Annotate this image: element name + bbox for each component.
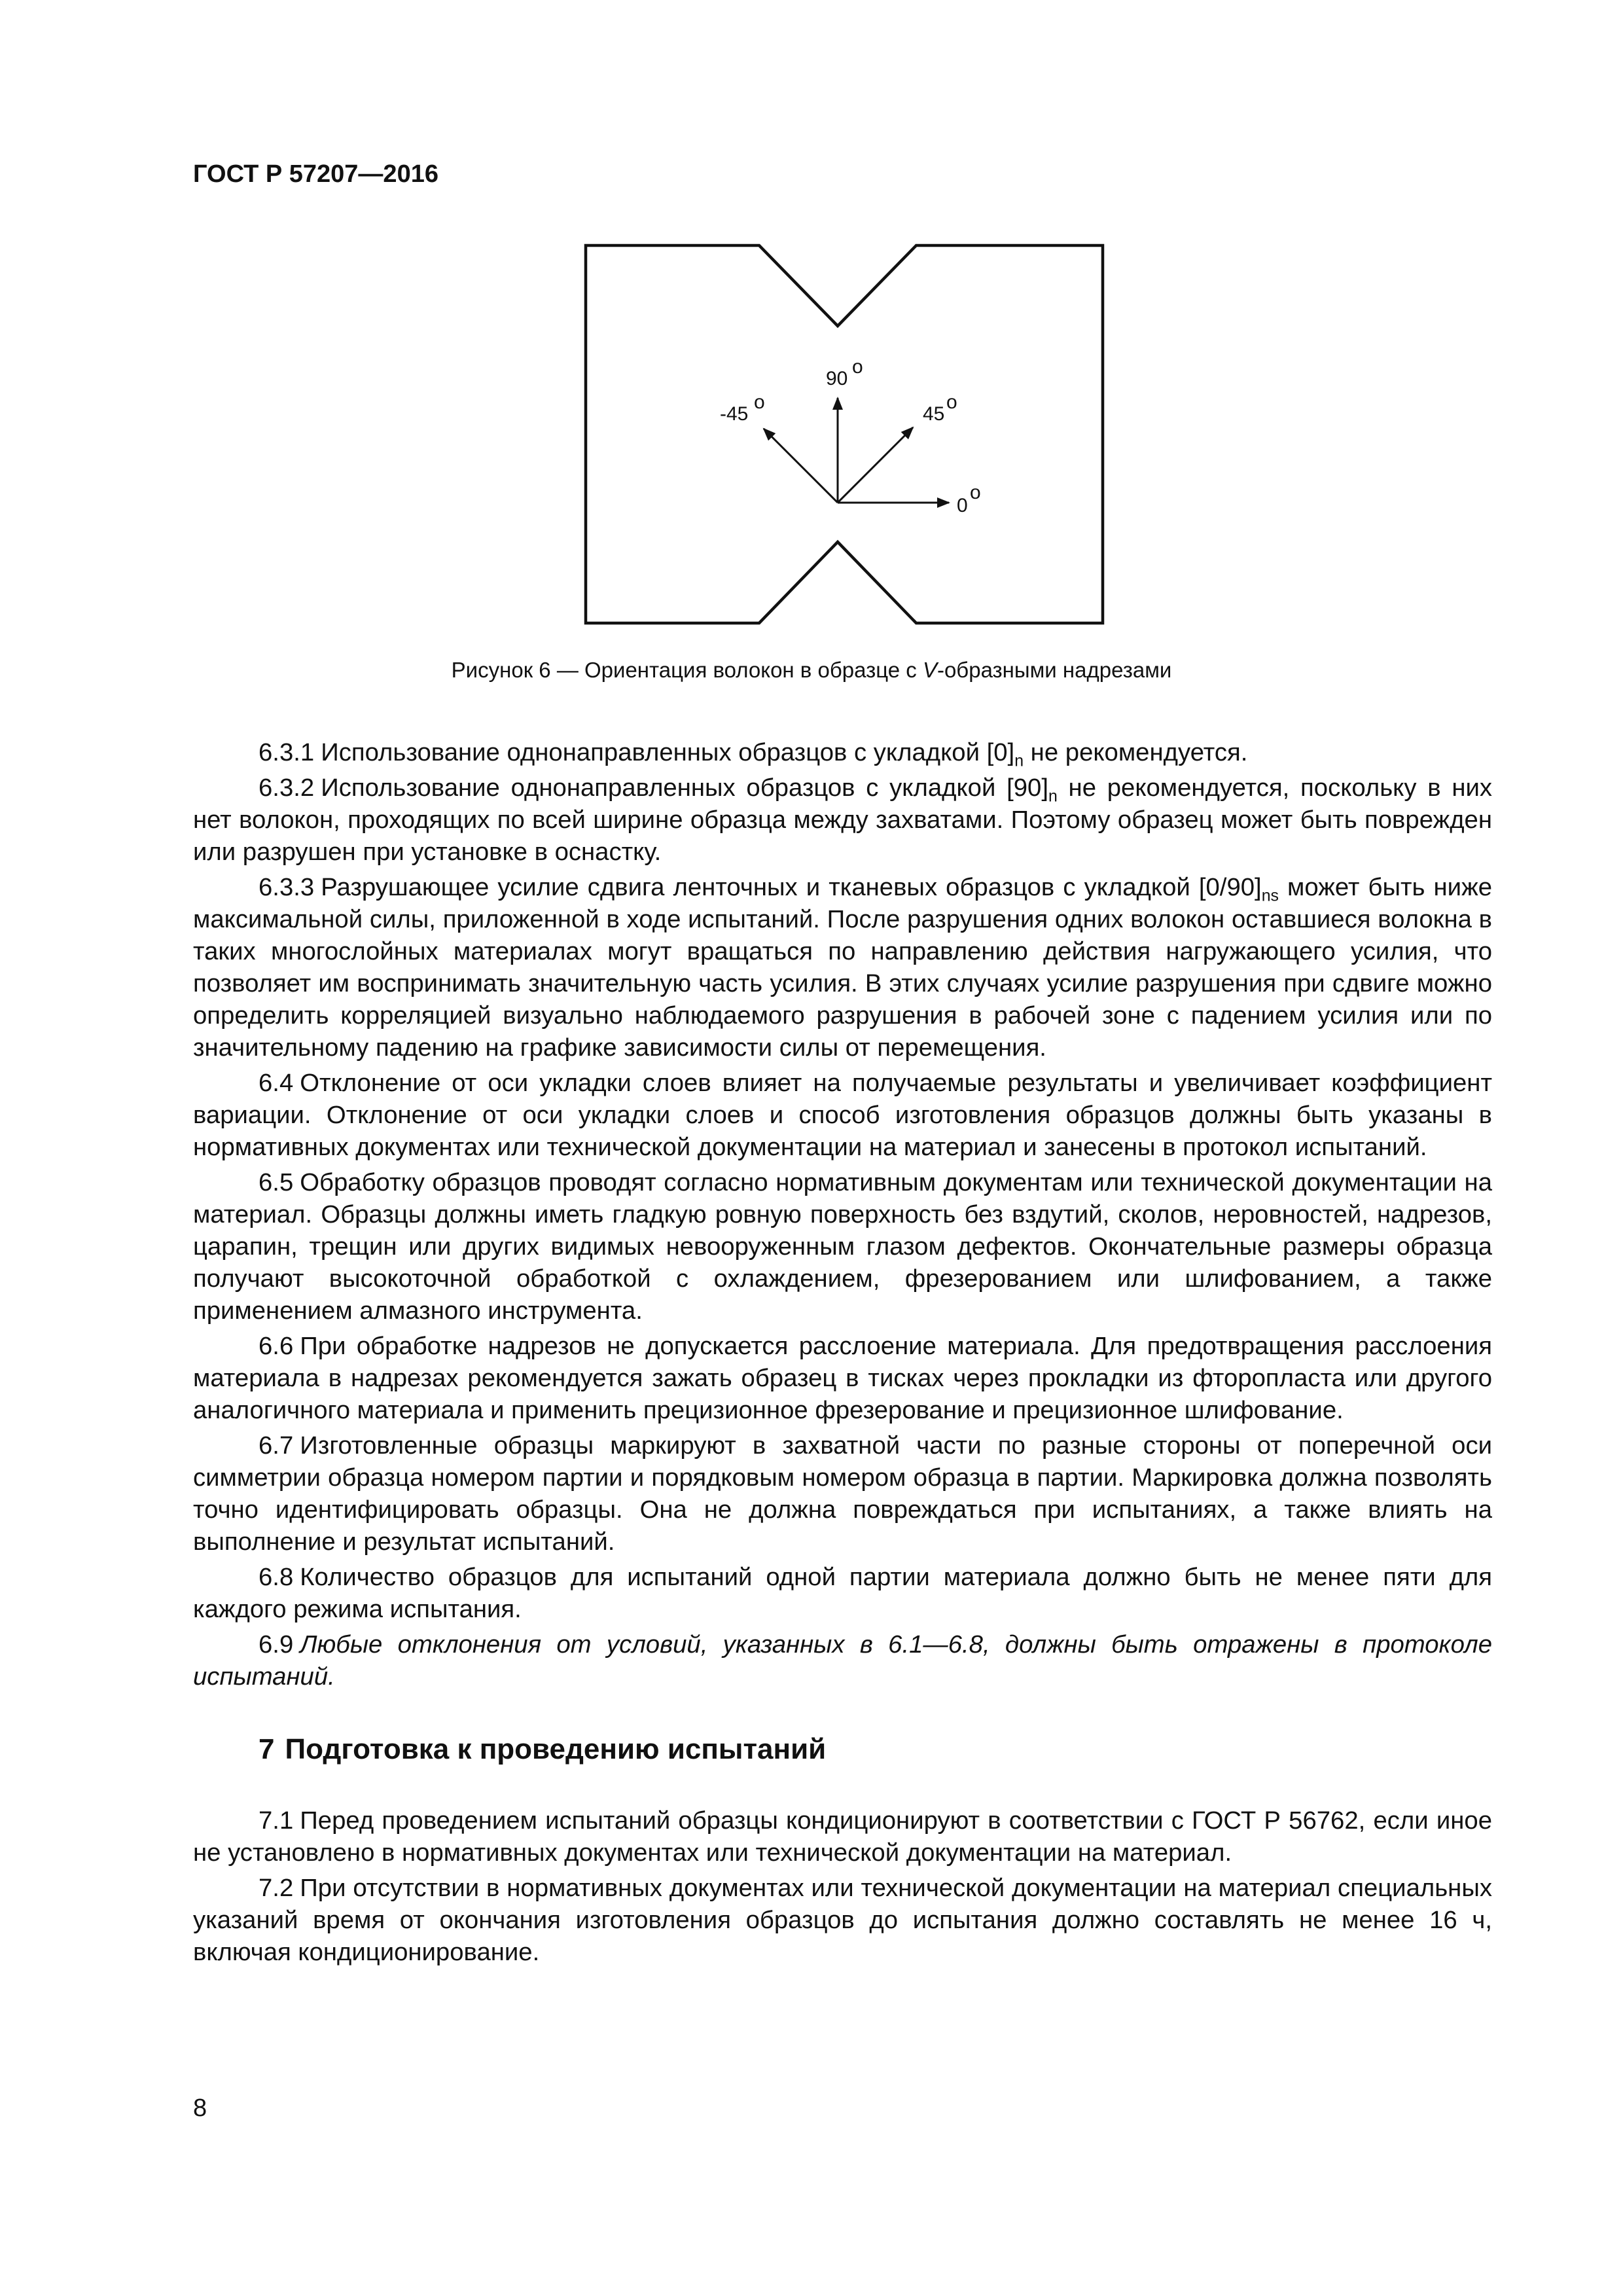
caption-suffix: -образными надрезами xyxy=(936,658,1172,682)
caption-prefix: Рисунок 6 — Ориентация волокон в образце с xyxy=(451,658,923,682)
paragraph-text: При обработке надрезов не допускается расслоение материала. Для предотвращения расслоения материала в надрезах рекомендуется зажать образец в тисках через прокладки из фторопласта или другого аналогичного материала и применить прецизионное фрезерование и прецизионное шлифование. xyxy=(193,1332,1492,1424)
paragraph-6-8 xyxy=(193,1561,1492,1625)
paragraph-number: 6.4 xyxy=(259,1069,294,1097)
arrow-minus45deg xyxy=(764,429,838,503)
label-45: 45 xyxy=(923,403,945,425)
paragraph-number: 6.8 xyxy=(259,1563,294,1591)
paragraph-number: 7.2 xyxy=(259,1874,294,1902)
paragraph-6-5 xyxy=(193,1166,1492,1327)
degree-mark-90: o xyxy=(852,356,863,378)
paragraph-6-4 xyxy=(193,1067,1492,1163)
paragraph-text: При отсутствии в нормативных документах или технической документации на материал специальных указаний время от окончания изготовления образцов до испытания должно составлять не менее 16 ч, включая кондиционирование. xyxy=(193,1874,1492,1966)
paragraph-number: 6.9 xyxy=(259,1630,294,1659)
paragraph-text: Использование однонаправленных образцов с укладкой [0] xyxy=(321,738,1015,766)
paragraph-6-3-1 xyxy=(193,736,1492,768)
document-header: ГОСТ Р 57207—2016 xyxy=(193,160,438,188)
paragraph-number: 6.5 xyxy=(259,1168,294,1196)
paragraph-number: 6.3.1 xyxy=(259,738,315,766)
paragraph-text: не рекомендуется, поскольку в них нет волокон, проходящих по всей ширине образца между захватами. Поэтому образец может быть поврежден или разрушен при установке в оснастку. xyxy=(193,774,1493,866)
paragraph-text: Изготовленные образцы маркируют в захватной части по разные стороны от поперечной оси симметрии образца номером партии и порядковым номером образца в партии. Маркировка должна позволять точно идентифицировать образцы. Она не должна повреждаться при испытаниях, а также влиять на выполнение и результат испытаний. xyxy=(193,1431,1492,1556)
degree-mark-45: o xyxy=(946,391,957,413)
paragraph-6-6 xyxy=(193,1330,1492,1426)
paragraph-7-1 xyxy=(193,1804,1492,1869)
paragraph-6-7 xyxy=(193,1429,1492,1558)
page-number: 8 xyxy=(193,2094,207,2122)
paragraph-text: может быть ниже максимальной силы, приложенной в ходе испытаний. После разрушения одних волокон оставшиеся волокна в таких многослойных материалах могут вращаться по направлению действия нагружающего усилия, что позволяет им воспринимать значительную часть усилия. В этих случаях усилие разрушения при сдвиге можно определить корреляцией визуально наблюдаемого разрушения в рабочей зоне с падением усилия или по значительному падению на графике зависимости силы от перемещения. xyxy=(193,873,1492,1062)
paragraph-text: Отклонение от оси укладки слоев влияет на получаемые результаты и увеличивает коэффициент вариации. Отклонение от оси укладки слоев и способ изготовления образцов должны быть указаны в нормативных документах или технической документации на материал и занесены в протокол испытаний. xyxy=(193,1069,1492,1161)
specimen-svg xyxy=(582,242,1106,628)
label-0: 0 xyxy=(957,495,968,516)
figure-caption xyxy=(0,658,1623,683)
section-heading-7 xyxy=(193,1733,1492,1765)
paragraph-text: Количество образцов для испытаний одной партии материала должно быть не менее пяти для каждого режима испытания. xyxy=(193,1563,1492,1623)
caption-italic: V xyxy=(922,658,937,682)
figure-specimen-diagram xyxy=(582,242,1106,628)
label-minus45: -45 xyxy=(720,403,749,425)
paragraph-7-2 xyxy=(193,1872,1492,1968)
paragraph-text: не рекомендуется. xyxy=(1024,738,1248,766)
subscript: n xyxy=(1048,787,1058,806)
subscript: n xyxy=(1014,751,1024,770)
paragraph-6-9 xyxy=(193,1628,1492,1693)
paragraph-6-3-2 xyxy=(193,772,1492,868)
paragraph-text: Разрушающее усилие сдвига ленточных и тканевых образцов с укладкой [0/90] xyxy=(321,873,1262,901)
degree-mark-0: o xyxy=(970,482,981,503)
paragraph-text: Перед проведением испытаний образцы кондиционируют в соответствии с ГОСТ Р 56762, если иное не установлено в нормативных документах или технической документации на материал. xyxy=(193,1806,1492,1867)
paragraph-number: 6.3.3 xyxy=(259,873,315,901)
degree-mark-minus45: o xyxy=(754,391,765,413)
specimen-outline xyxy=(586,245,1103,623)
paragraph-6-3-3 xyxy=(193,871,1492,1064)
label-90: 90 xyxy=(826,368,848,389)
paragraph-text: Любые отклонения от условий, указанных в 6.1—6.8, должны быть отражены в протоколе испытаний. xyxy=(193,1630,1492,1691)
body-text xyxy=(193,736,1492,1971)
section-number: 7 xyxy=(259,1733,275,1765)
paragraph-text: Обработку образцов проводят согласно нормативным документам или технической документации на материал. Образцы должны иметь гладкую ровную поверхность без вздутий, сколов, неровностей, надрезов, царапин, трещин или других видимых невооруженным глазом дефектов. Окончательные размеры образца получают высокоточной обработкой с охлаждением, фрезерованием или шлифованием, а также применением алмазного инструмента. xyxy=(193,1168,1492,1325)
paragraph-number: 6.7 xyxy=(259,1431,294,1460)
paragraph-number: 6.6 xyxy=(259,1332,294,1360)
arrow-45deg xyxy=(838,427,913,503)
paragraph-number: 7.1 xyxy=(259,1806,294,1835)
paragraph-text: Использование однонаправленных образцов с укладкой [90] xyxy=(321,774,1048,802)
section-title: Подготовка к проведению испытаний xyxy=(285,1733,827,1765)
subscript: ns xyxy=(1261,886,1279,905)
paragraph-number: 6.3.2 xyxy=(259,774,315,802)
